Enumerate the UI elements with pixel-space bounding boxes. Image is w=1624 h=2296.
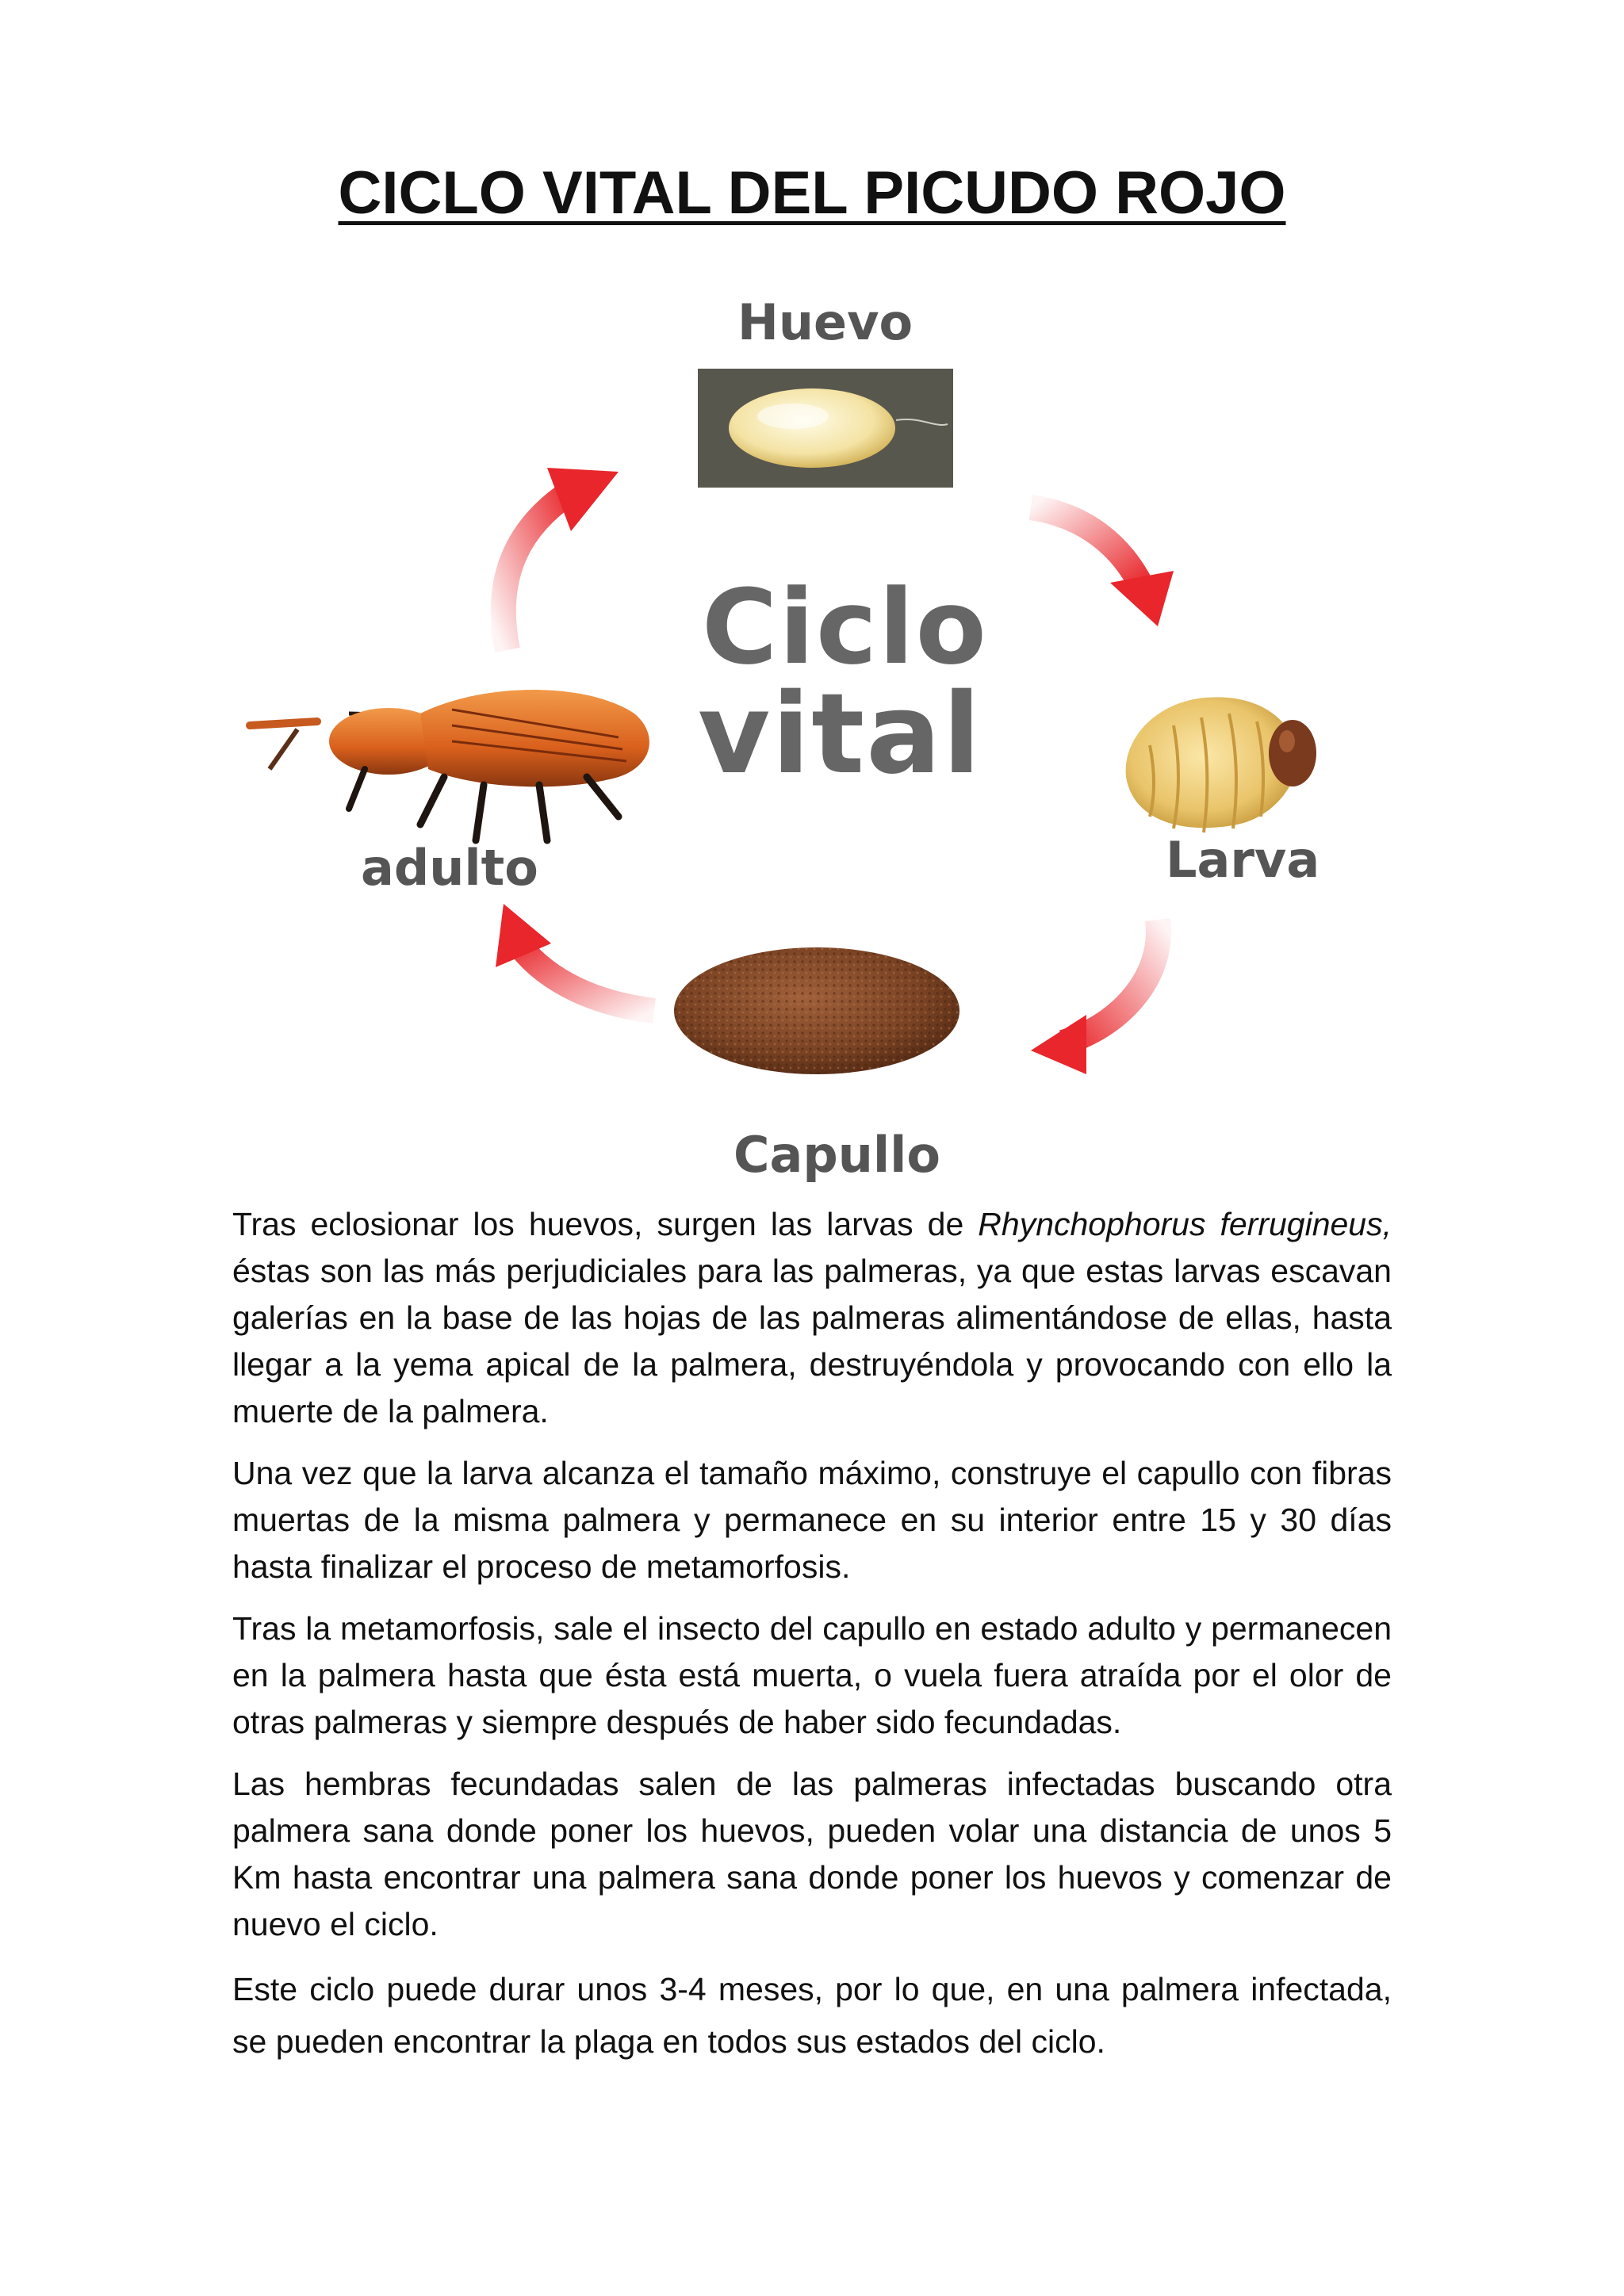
page-title-text: CICLO VITAL DEL PICUDO ROJO (338, 159, 1286, 227)
arrow-egg-to-larva (1031, 507, 1174, 626)
arrow-larva-to-cocoon (1031, 920, 1159, 1074)
species-name: Rhynchophorus ferrugineus, (978, 1206, 1392, 1242)
paragraph-2: Una vez que la larva alcanza el tamaño máximo, construye el capullo con fibras muertas de la misma palmera y permanece en su interior entre 15 y 30 días hasta finalizar el proceso de metamorfosis. (232, 1455, 1392, 1585)
larva-illustration (1126, 697, 1316, 832)
stage-label-egg: Huevo (737, 293, 914, 351)
life-cycle-diagram (222, 270, 1411, 1197)
paragraph-3: Tras la metamorfosis, sale el insecto del capullo en estado adulto y permanecen en la palmera hasta que ésta está muerta, o vuela fuera atraída por el olor de otras palmeras y siempre después de haber sido fecundadas. (232, 1610, 1392, 1740)
stage-label-cocoon: Capullo (733, 1126, 940, 1184)
cocoon-illustration (674, 947, 959, 1074)
paragraph-4: Las hembras fecundadas salen de las palmeras infectadas buscando otra palmera sana donde poner los huevos, pueden volar una distancia de unos 5 Km hasta encontrar una palmera sana donde poner los huevos y comenzar de nuevo el ciclo. (232, 1766, 1392, 1942)
egg-photo (698, 369, 953, 488)
stage-label-larva: Larva (1166, 831, 1320, 889)
arrow-cocoon-to-adult (496, 904, 654, 1011)
paragraph-1-rest: éstas son las más perjudiciales para las palmeras, ya que estas larvas escavan galerías en la base de las hojas de las palmeras alimentándose de ellas, hasta llegar a la yema apical de la palmera, destruyéndola y provocando con ello la muerte de la palmera. (232, 1253, 1392, 1429)
paragraph-5: Este ciclo puede durar unos 3-4 meses, por lo que, en una palmera infectada, se pueden encontrar la plaga en todos sus estados del ciclo. (232, 1971, 1392, 2060)
arrow-adult-to-egg (504, 468, 619, 650)
paragraph-1-intro: Tras eclosionar los huevos, surgen las larvas de (232, 1206, 979, 1242)
stage-label-adult: adulto (361, 839, 538, 897)
adult-beetle-illustration (250, 690, 649, 840)
diagram-center-line-2: vital (698, 670, 982, 799)
paragraph-1 (232, 1201, 1392, 1435)
body-text (232, 1201, 1392, 2083)
page-title (0, 159, 1624, 228)
diagram-center-line-1: Ciclo (702, 567, 988, 687)
